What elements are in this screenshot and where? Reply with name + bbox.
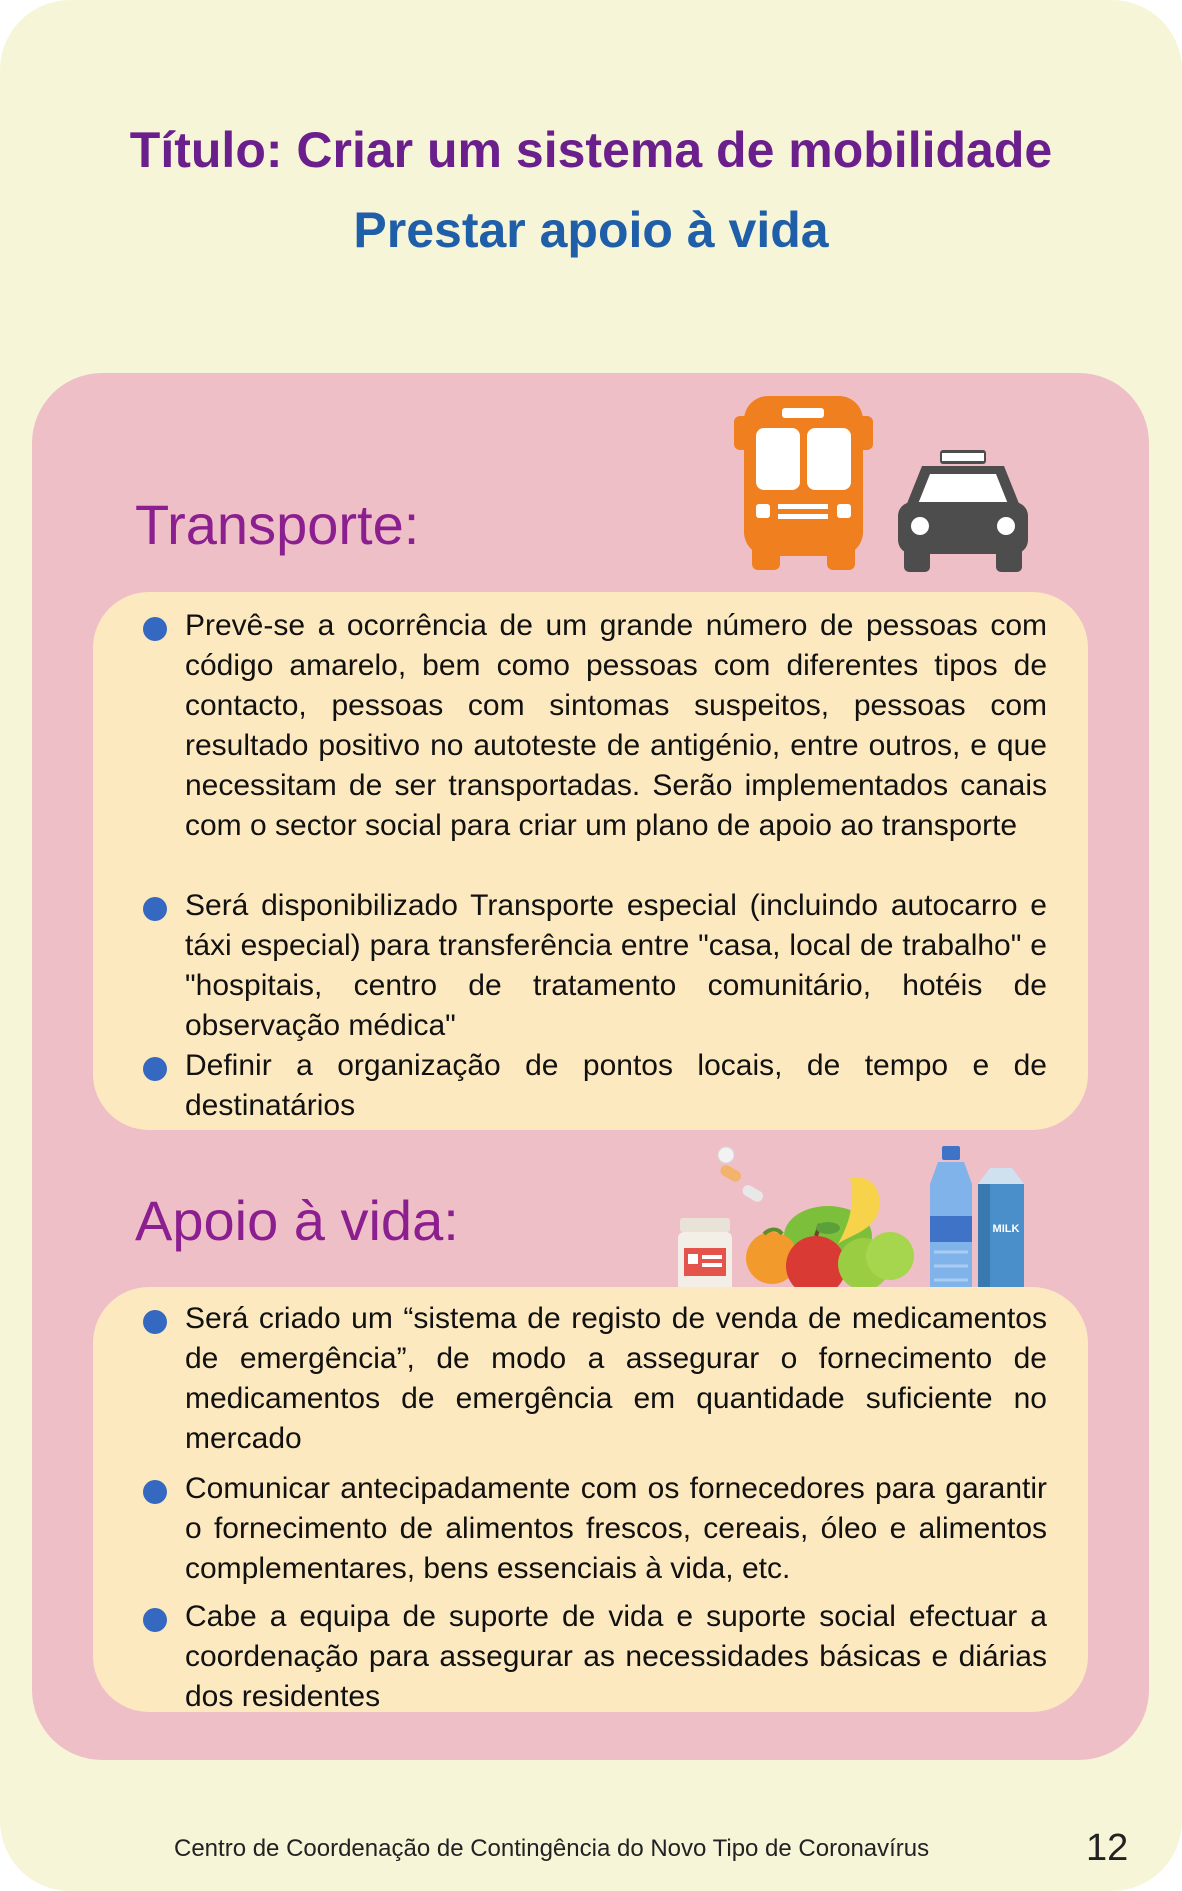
transport-heading: Transporte: bbox=[135, 493, 420, 556]
medicine-bottle-icon bbox=[678, 1218, 732, 1296]
page-title: Título: Criar um sistema de mobilidade bbox=[129, 122, 1053, 178]
bullet-dot-icon bbox=[143, 617, 167, 641]
life-support-heading: Apoio à vida: bbox=[135, 1189, 459, 1252]
taxi-icon bbox=[892, 448, 1034, 573]
svg-text:MILK: MILK bbox=[992, 1223, 1020, 1235]
bullet-dot-icon bbox=[143, 897, 167, 921]
bullet-dot-icon bbox=[143, 1480, 167, 1504]
bus-icon bbox=[726, 394, 881, 572]
milk-carton-icon bbox=[978, 1168, 1024, 1296]
footer-text: Centro de Coordenação de Contingência do Novo Tipo de Coronavírus bbox=[174, 1835, 930, 1862]
fruit-icon bbox=[746, 1177, 914, 1296]
life-support-bullet-2: Comunicar antecipadamente com os fornecedores para garantir o fornecimento de alimentos frescos, cereais, óleo e alimentos complementares, bens essenciais à vida, etc. bbox=[185, 1472, 1047, 1585]
page-subtitle: Prestar apoio à vida bbox=[353, 202, 829, 258]
transport-bullet-2: Será disponibilizado Transporte especial (incluindo autocarro e táxi especial) para transferência entre "casa, local de trabalho" e "hospitais, centro de tratamento comunitário, hotéis de observação médica" bbox=[185, 889, 1047, 1042]
life-support-bullet-3: Cabe a equipa de suporte de vida e suporte social efectuar a coordenação para assegurar as necessidades básicas e diárias dos residentes bbox=[185, 1600, 1047, 1713]
bullet-dot-icon bbox=[143, 1057, 167, 1081]
pills-icon bbox=[718, 1147, 765, 1204]
transport-bullet-3: Definir a organização de pontos locais, de tempo e de destinatários bbox=[185, 1049, 1047, 1122]
page-number: 12 bbox=[1086, 1827, 1129, 1869]
groceries-icon bbox=[672, 1140, 1032, 1300]
bullet-dot-icon bbox=[143, 1310, 167, 1334]
bullet-dot-icon bbox=[143, 1608, 167, 1632]
transport-bullet-1: Prevê-se a ocorrência de um grande número de pessoas com código amarelo, bem como pessoas com diferentes tipos de contacto, pessoas com sintomas suspeitos, pessoas com resultado positivo no autoteste de antigénio, entre outros, e que necessitam de ser transportadas. Serão implementados canais com o sector social para criar um plano de apoio ao transporte bbox=[185, 609, 1047, 842]
life-support-bullet-1: Será criado um “sistema de registo de venda de medicamentos de emergência”, de modo a assegurar o fornecimento de medicamentos de emergência em quantidade suficiente no mercado bbox=[185, 1302, 1047, 1455]
water-bottle-icon bbox=[930, 1146, 972, 1296]
